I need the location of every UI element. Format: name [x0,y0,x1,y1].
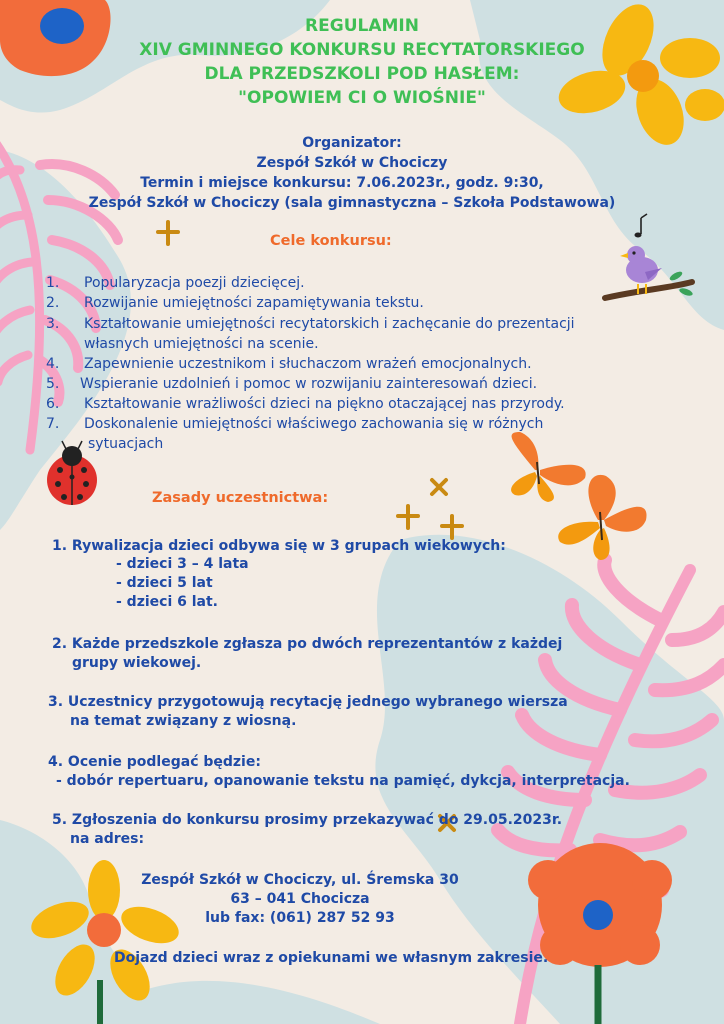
contest-date: Termin i miejsce konkursu: 7.06.2023r., godz. 9:30, [140,175,544,191]
goals-heading: Cele konkursu: [270,233,392,249]
contest-place: Zespół Szkół w Chociczy (sala gimnastyczna – Szkoła Podstawowa) [88,195,616,211]
goal-text: Wspieranie uzdolnień i pomoc w rozwijaniu zainteresowań dzieci. [80,376,538,392]
organizer-label: Organizator: [302,135,402,151]
rules-heading: Zasady uczestnictwa: [152,490,329,506]
goal-number: 2. [46,295,60,311]
goal-number: 5. [46,376,60,392]
goal-text: Kształtowanie umiejętności recytatorskich i zachęcanie do prezentacji [84,316,575,332]
doc-title-line: DLA PRZEDSZKOLI POD HASŁEM: [204,64,520,84]
goal-text: Rozwijanie umiejętności zapamiętywania tekstu. [84,295,424,311]
goal-text: Kształtowanie wrażliwości dzieci na piękno otaczającej nas przyrody. [84,396,565,412]
rule-3-continued: na temat związany z wiosną. [70,713,297,729]
rule-1: 1. Rywalizacja dzieci odbywa się w 3 grupach wiekowych: [52,538,506,554]
footer-note: Dojazd dzieci wraz z opiekunami we własnym zakresie. [114,950,549,966]
goal-number: 7. [46,416,60,432]
goal-number: 3. [46,316,60,332]
doc-title-line: "OPOWIEM CI O WIOŚNIE" [238,88,486,108]
goal-number: 1. [46,275,60,291]
rule-2-continued: grupy wiekowej. [72,655,202,671]
goal-text: Zapewnienie uczestnikom i słuchaczom wrażeń emocjonalnych. [84,356,532,372]
age-group: - dzieci 5 lat [116,575,213,591]
organizer-name: Zespół Szkół w Chociczy [256,155,448,171]
rule-4: 4. Ocenie podlegać będzie: [48,754,261,770]
goal-text: Popularyzacja poezji dziecięcej. [84,275,305,291]
goal-text: Doskonalenie umiejętności właściwego zachowania się w różnych [84,416,544,432]
rule-5-continued: na adres: [70,831,145,847]
goal-text: własnych umiejętności na scenie. [84,336,319,352]
rule-2: 2. Każde przedszkole zgłasza po dwóch reprezentantów z każdej [52,636,563,652]
doc-title-line: XIV GMINNEGO KONKURSU RECYTATORSKIEGO [139,40,585,60]
rule-4-criteria: - dobór repertuaru, opanowanie tekstu na pamięć, dykcja, interpretacja. [56,773,630,789]
goal-number: 4. [46,356,60,372]
rule-3: 3. Uczestnicy przygotowują recytację jednego wybranego wiersza [48,694,568,710]
goal-text: sytuacjach [88,436,164,452]
butterfly-icon [558,475,646,560]
fax-number: lub fax: (061) 287 52 93 [205,910,395,926]
age-group: - dzieci 6 lat. [116,594,218,610]
address-line: Zespół Szkół w Chociczy, ul. Śremska 30 [141,872,459,888]
butterfly-icon [511,432,586,502]
rule-5: 5. Zgłoszenia do konkursu prosimy przekazywać do 29.05.2023r. [52,812,563,828]
address-line: 63 – 041 Chocicza [230,891,370,907]
doc-title-line: REGULAMIN [305,16,419,36]
goal-number: 6. [46,396,60,412]
age-group: - dzieci 3 – 4 lata [116,556,249,572]
